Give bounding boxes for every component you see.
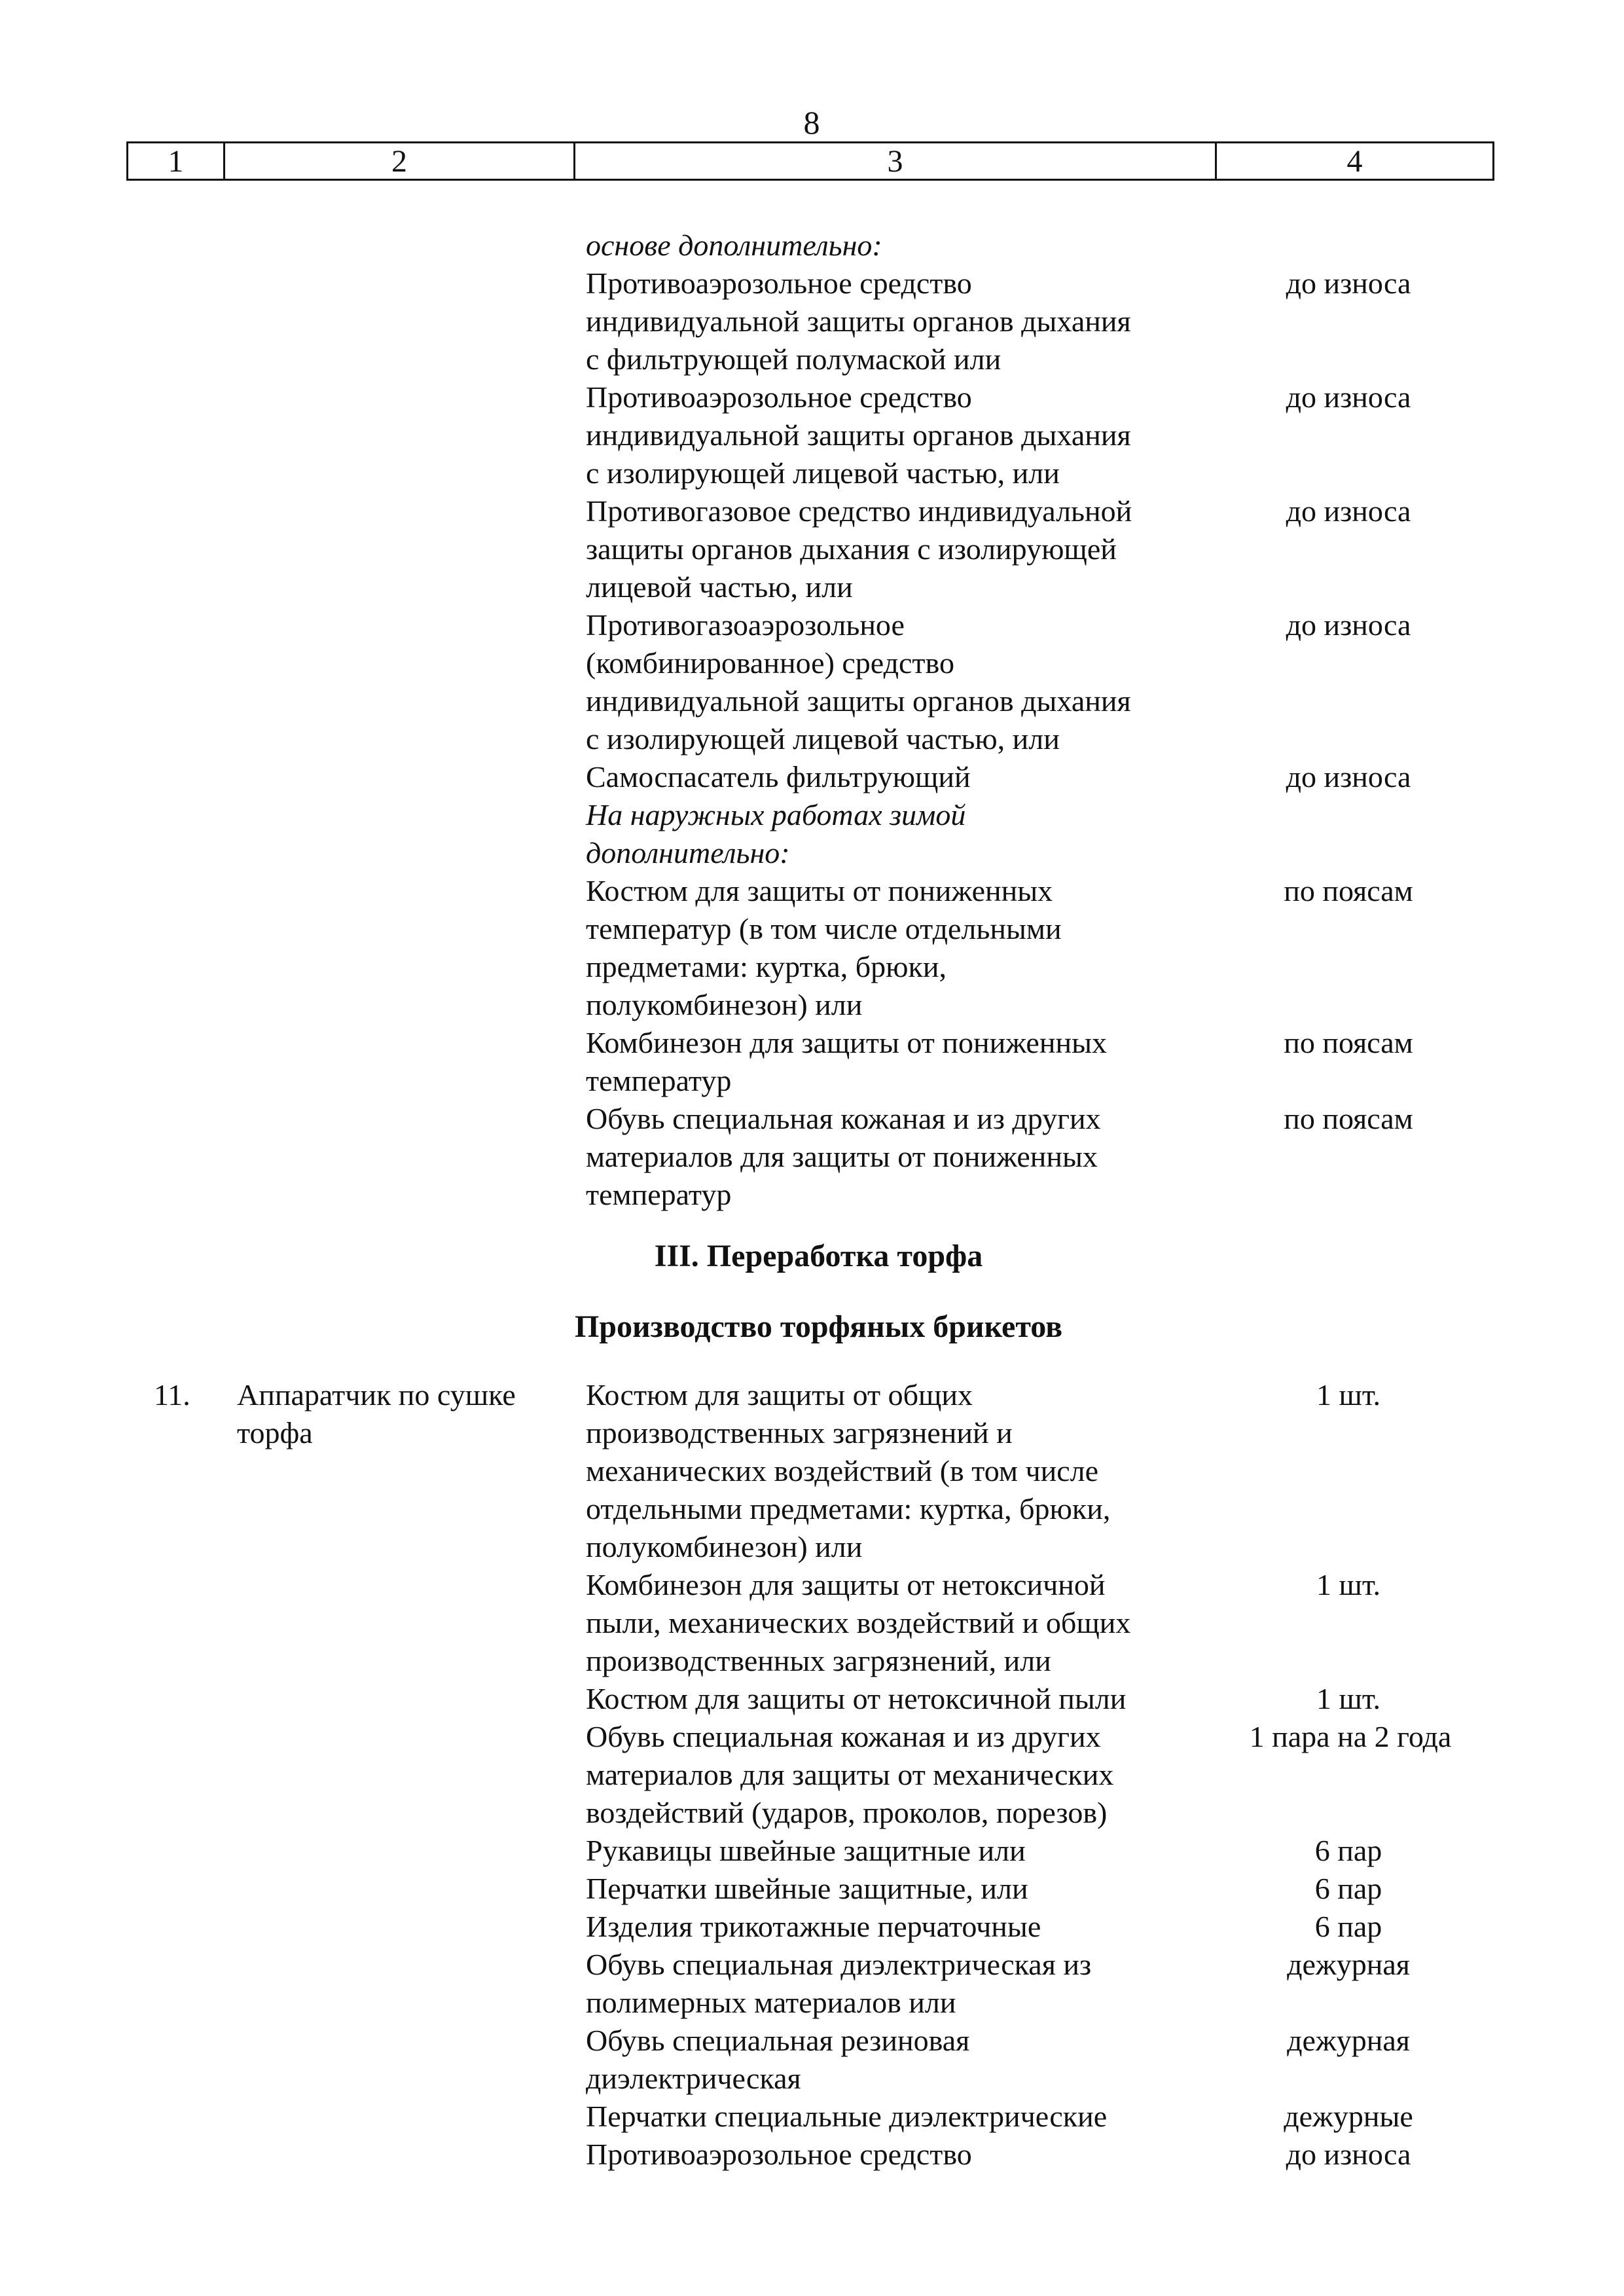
norm-value: дежурные: [1284, 2100, 1413, 2133]
header-col-4: 4: [1346, 144, 1363, 179]
section-title: III. Переработка торфа: [654, 1239, 983, 1273]
entry-number: 11.: [154, 1378, 190, 1412]
norm-value: 1 шт.: [1316, 1682, 1381, 1715]
continuation-intro: основе дополнительно:: [586, 228, 882, 262]
page-number: 8: [803, 104, 820, 141]
norm-value: дежурная: [1287, 1948, 1410, 1981]
norm-value: дежурная: [1287, 2024, 1410, 2057]
norm-value: до износа: [1286, 494, 1411, 528]
header-col-2: 2: [225, 143, 575, 179]
norm-value: по поясам: [1284, 1026, 1413, 1059]
norm-value: до износа: [1286, 760, 1411, 793]
norm-value: до износа: [1286, 2138, 1411, 2171]
subsection-title: Производство торфяных брикетов: [574, 1309, 1063, 1344]
norm-value: 6 пар: [1314, 1872, 1382, 1905]
norm-value: по поясам: [1284, 1102, 1413, 1135]
norm-value: до износа: [1286, 608, 1411, 642]
norm-value: 6 пар: [1314, 1910, 1382, 1943]
norm-value: 6 пар: [1314, 1834, 1382, 1867]
norm-value: до износа: [1286, 266, 1411, 300]
norm-value: 1 шт.: [1316, 1568, 1381, 1601]
profession-name: Аппаратчик по сушке торфа: [237, 1378, 516, 1449]
header-col-3: 3: [575, 143, 1217, 179]
norm-value: до износа: [1286, 380, 1411, 414]
header-col-1: 1: [128, 143, 225, 179]
table-header-row: [126, 141, 1494, 181]
norm-value: по поясам: [1284, 874, 1413, 907]
norm-value: 1 шт.: [1316, 1378, 1381, 1412]
norm-value: 1 пара на 2 года: [1249, 1720, 1452, 1753]
winter-note: На наружных работах зимой дополнительно:: [586, 798, 966, 869]
